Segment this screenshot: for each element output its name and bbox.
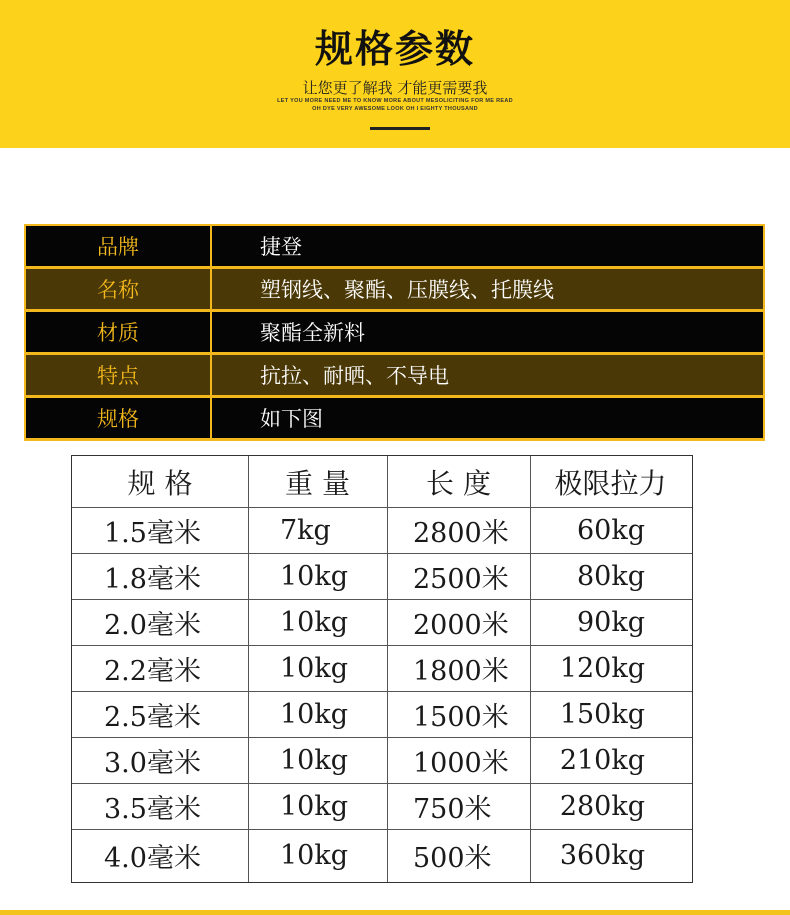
spec-cell: 1500米 (413, 701, 509, 733)
spec-header-cell: 规 格 (127, 466, 193, 500)
param-value: 如下图 (260, 407, 323, 431)
spec-cell: 120kg (559, 652, 645, 684)
spec-cell: 2000米 (413, 609, 509, 641)
spec-cell: 3.0毫米 (104, 747, 201, 779)
spec-cell: 1000米 (413, 747, 509, 779)
page-title: 规格参数 (314, 27, 475, 71)
spec-cell: 10kg (280, 652, 349, 684)
spec-cell: 360kg (559, 839, 645, 871)
parameter-table (24, 224, 765, 441)
spec-header-cell: 长 度 (426, 466, 491, 500)
spec-cell: 1.8毫米 (104, 563, 201, 595)
param-row-spec (26, 398, 763, 438)
param-value: 聚酯全新料 (260, 321, 365, 345)
spec-cell: 90kg (576, 606, 645, 638)
spec-table (71, 455, 693, 883)
spec-cell: 2500米 (413, 563, 509, 595)
param-row-brand (26, 226, 763, 266)
param-value: 抗拉、耐晒、不导电 (260, 364, 449, 388)
spec-cell: 3.5毫米 (104, 793, 201, 825)
param-value: 捷登 (260, 235, 302, 259)
spec-cell: 4.0毫米 (104, 842, 201, 874)
param-row-material (26, 312, 763, 352)
spec-cell: 10kg (280, 698, 349, 730)
spec-cell: 500米 (413, 842, 492, 874)
spec-cell: 2800米 (413, 517, 509, 549)
spec-cell: 2.2毫米 (104, 655, 201, 687)
column-divider (248, 456, 249, 882)
param-row-name (26, 269, 763, 309)
param-value: 塑钢线、聚酯、压膜线、托膜线 (260, 278, 554, 302)
page-subtitle: 让您更了解我 才能更需要我 (302, 79, 488, 97)
spec-cell: 60kg (576, 514, 645, 546)
spec-cell: 10kg (280, 839, 349, 871)
spec-cell: 10kg (280, 744, 349, 776)
spec-cell: 10kg (280, 560, 349, 592)
param-key: 规格 (26, 398, 212, 438)
param-key: 品牌 (26, 226, 212, 266)
spec-cell: 210kg (559, 744, 645, 776)
spec-cell: 150kg (559, 698, 645, 730)
spec-cell: 10kg (280, 790, 349, 822)
param-row-features (26, 355, 763, 395)
header-banner (0, 0, 790, 148)
spec-cell: 10kg (280, 606, 349, 638)
spec-cell: 7kg (280, 514, 331, 546)
english-tagline-2: OH DYE VERY AWESOME LOOK OH I EIGHTY THOUSAND (312, 106, 478, 112)
param-key: 特点 (26, 355, 212, 395)
param-key: 材质 (26, 312, 212, 352)
english-tagline-1: LET YOU MORE NEED ME TO KNOW MORE ABOUT MESOLICITING FOR ME READ (277, 98, 513, 104)
bottom-accent-bar (0, 910, 790, 915)
spec-header-cell: 重 量 (285, 466, 350, 500)
spec-cell: 2.5毫米 (104, 701, 201, 733)
spec-cell: 1800米 (413, 655, 509, 687)
column-divider (387, 456, 388, 882)
param-key: 名称 (26, 269, 212, 309)
spec-cell: 750米 (413, 793, 492, 825)
spec-cell: 1.5毫米 (104, 517, 201, 549)
spec-cell: 2.0毫米 (104, 609, 201, 641)
spec-header-cell: 极限拉力 (554, 466, 667, 500)
title-underline (370, 127, 430, 130)
spec-cell: 80kg (576, 560, 645, 592)
spec-cell: 280kg (559, 790, 645, 822)
